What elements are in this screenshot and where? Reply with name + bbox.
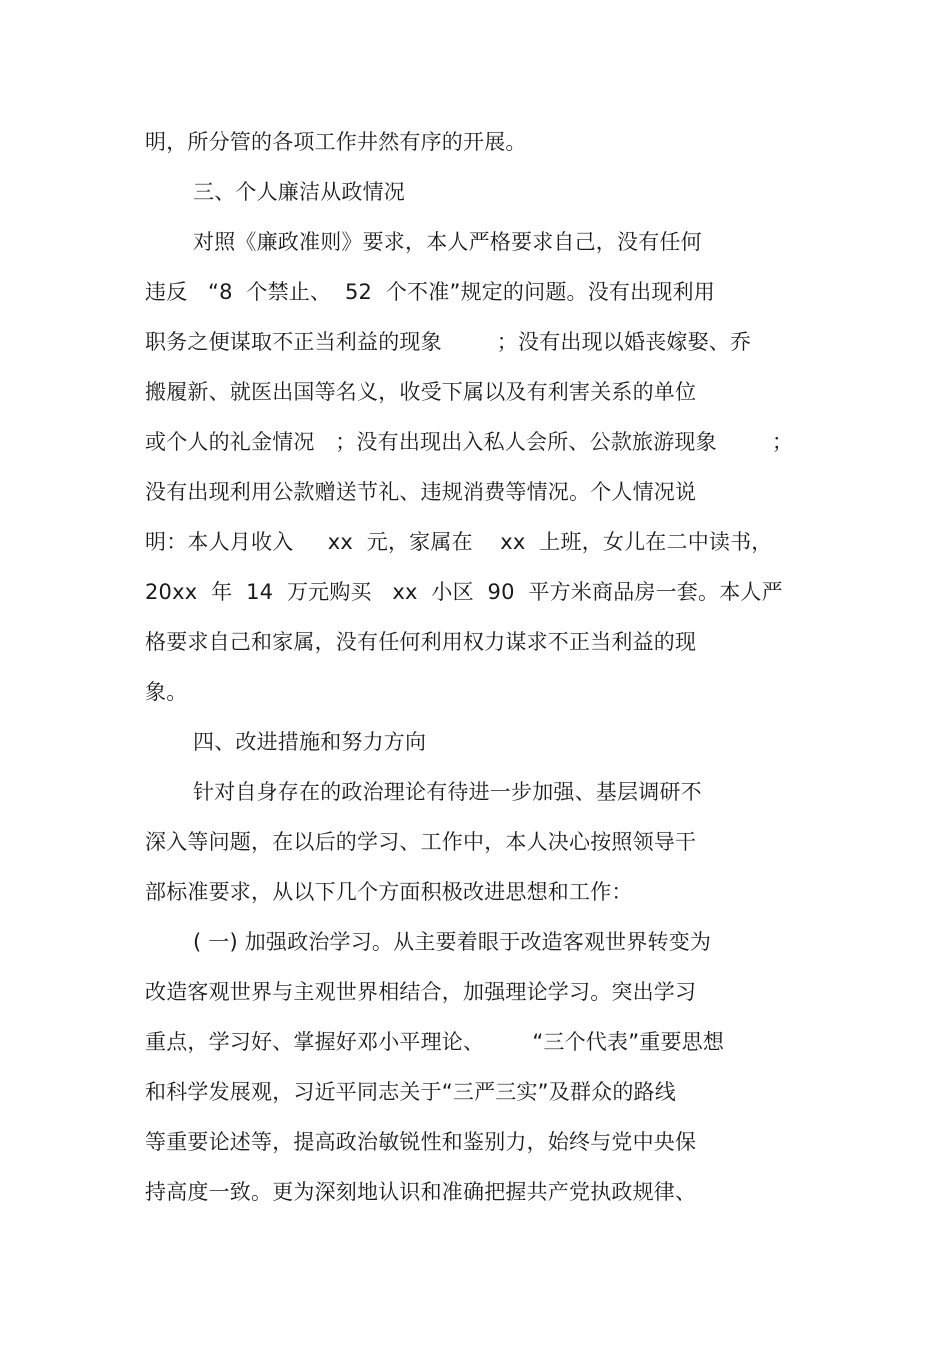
text-line: 改造客观世界与主观世界相结合，加强理论学习。突出学习 (145, 980, 697, 1004)
text-line: 等重要论述等，提高政治敏锐性和鉴别力，始终与党中央保 (145, 1130, 697, 1154)
text-line: ( 一) 加强政治学习。从主要着眼于改造客观世界转变为 (193, 930, 712, 954)
text-line: 针对自身存在的政治理论有待进一步加强、基层调研不 (193, 780, 702, 804)
text-line: 职务之便谋取不正当利益的现象 ；没有出现以婚丧嫁娶、乔 (145, 330, 752, 354)
text-line: 象。 (145, 680, 188, 704)
text-line: 或个人的礼金情况 ；没有出现出入私人会所、公款旅游现象 ； (145, 430, 794, 454)
text-line: 明：本人月收入 xx 元，家属在 xx 上班，女儿在二中读书， (145, 530, 773, 554)
section-heading: 四、改进措施和努力方向 (193, 730, 427, 754)
text-line: 持高度一致。更为深刻地认识和准确把握共产党执政规律、 (145, 1180, 697, 1204)
text-line: 部标准要求，从以下几个方面积极改进思想和工作： (145, 880, 633, 904)
text-line: 深入等问题，在以后的学习、工作中，本人决心按照领导干 (145, 830, 697, 854)
text-line: 没有出现利用公款赠送节礼、违规消费等情况。个人情况说 (145, 480, 697, 504)
text-line: 重点，学习好、掌握好邓小平理论、 “三个代表”重要思想 (145, 1030, 725, 1054)
text-line: 格要求自己和家属，没有任何利用权力谋求不正当利益的现 (145, 630, 697, 654)
text-line: 明，所分管的各项工作井然有序的开展。 (145, 130, 527, 154)
text-line: 20xx 年 14 万元购买 xx 小区 90 平方米商品房一套。本人严 (145, 580, 783, 604)
text-line: 和科学发展观，习近平同志关于“三严三实”及群众的路线 (145, 1080, 676, 1104)
text-line: 违反 “8 个禁止、 52 个不准”规定的问题。没有出现利用 (145, 280, 715, 304)
text-line: 搬履新、就医出国等名义，收受下属以及有利害关系的单位 (145, 380, 697, 404)
text-line: 对照《廉政准则》要求，本人严格要求自己，没有任何 (193, 230, 702, 254)
section-heading: 三、个人廉洁从政情况 (193, 180, 405, 204)
